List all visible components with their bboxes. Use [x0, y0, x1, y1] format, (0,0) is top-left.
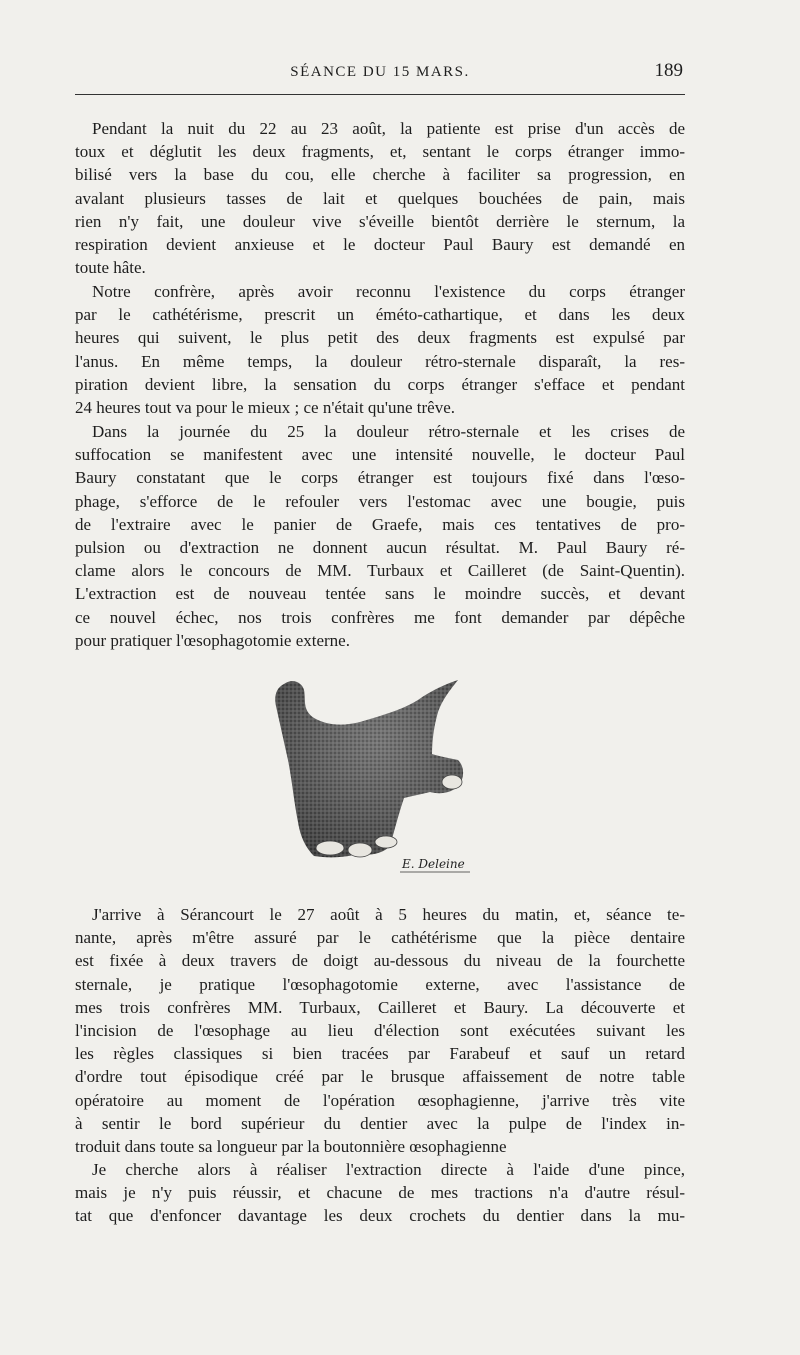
text-line: Baury constatant que le corps étranger est toujours fixé dans l'œso-	[75, 468, 685, 488]
text-line: ce nouvel échec, nos trois confrères me font demander par dépêche	[75, 607, 685, 627]
text-line: pour pratiquer l'œsophagotomie externe.	[75, 630, 350, 650]
text-line: l'incision de l'œsophage au lieu d'élection sont exécutées suivant les	[75, 1020, 685, 1040]
text-line: toux et déglutit les deux fragments, et, sentant le corps étranger immo-	[75, 142, 685, 162]
text-line: mais je n'y puis réussir, et chacune de mes tractions n'a d'autre résul-	[75, 1183, 685, 1203]
running-head: SÉANCE DU 15 MARS.	[290, 64, 470, 80]
text-line: 24 heures tout va pour le mieux ; ce n'était qu'une trêve.	[75, 397, 456, 417]
text-line: toute hâte.	[75, 258, 146, 278]
text-line: phage, s'efforce de le refouler vers l'estomac avec une bougie, puis	[75, 491, 685, 511]
text-line: sternale, je pratique l'œsophagotomie externe, avec l'assistance de	[75, 974, 685, 994]
denture-illustration	[262, 676, 492, 876]
text-line: clame alors le concours de MM. Turbaux et Cailleret (de Saint-Quentin).	[75, 561, 685, 581]
text-line: heures qui suivent, le plus petit des deux fragments est expulsé par	[75, 328, 685, 348]
text-line: bilisé vers la base du cou, elle cherche à faciliter sa progression, en	[75, 165, 685, 185]
text-line: pulsion ou d'extraction ne donnent aucun résultat. M. Paul Baury ré-	[75, 537, 685, 557]
text-line: Notre confrère, après avoir reconnu l'existence du corps étranger	[92, 282, 685, 301]
text-line: nante, après m'être assuré par le cathétérisme que la pièce dentaire	[75, 928, 685, 948]
text-line: L'extraction est de nouveau tentée sans le moindre succès, et devant	[75, 584, 685, 604]
text-line: opératoire au moment de l'opération œsophagienne, j'arrive très vite	[75, 1090, 685, 1110]
text-line: respiration devient anxieuse et le docteur Paul Baury est demandé en	[75, 234, 685, 254]
page-number: 189	[654, 60, 683, 81]
text-line: par le cathétérisme, prescrit un éméto-cathartique, et dans les deux	[75, 305, 685, 325]
text-line: Je cherche alors à réaliser l'extraction directe à l'aide d'une pince,	[92, 1160, 685, 1179]
artist-signature: E. Deleine	[402, 857, 465, 871]
text-line: de l'extraire avec le panier de Graefe, mais ces tentatives de pro-	[75, 514, 685, 534]
paragraph-1	[75, 117, 685, 279]
text-line: J'arrive à Sérancourt le 27 août à 5 heures du matin, et, séance te-	[92, 905, 685, 924]
text-line: tat que d'enfoncer davantage les deux crochets du dentier dans la mu-	[75, 1206, 685, 1226]
denture-drawing	[262, 676, 492, 876]
text-line: mes trois confrères MM. Turbaux, Cailleret et Baury. La découverte et	[75, 997, 685, 1017]
tooth-stub	[442, 775, 462, 789]
text-line: Pendant la nuit du 22 au 23 août, la patiente est prise d'un accès de	[92, 119, 685, 138]
paragraph-4	[75, 903, 685, 1158]
tooth-stub	[316, 841, 344, 855]
paragraph-5	[75, 1158, 685, 1228]
text-line: piration devient libre, la sensation du corps étranger s'efface et pendant	[75, 374, 685, 394]
paragraph-3	[75, 420, 685, 652]
text-line: est fixée à deux travers de doigt au-dessous du niveau de la fourchette	[75, 951, 685, 971]
text-line: troduit dans toute sa longueur par la boutonnière œsophagienne	[75, 1136, 507, 1156]
text-line: l'anus. En même temps, la douleur rétro-sternale disparaît, la res-	[75, 351, 685, 371]
text-line: Dans la journée du 25 la douleur rétro-sternale et les crises de	[92, 422, 685, 441]
tooth-stub	[348, 843, 372, 857]
text-line: rien n'y fait, une douleur vive s'éveille bientôt derrière le sternum, la	[75, 211, 685, 231]
page-header	[75, 60, 685, 95]
text-line: à sentir le bord supérieur du dentier avec la pulpe de l'index in-	[75, 1113, 685, 1133]
tooth-stub	[375, 836, 397, 848]
text-line: avalant plusieurs tasses de lait et quelques bouchées de pain, mais	[75, 188, 685, 208]
paragraph-2	[75, 280, 685, 419]
text-line: d'ordre tout épisodique créé par le brusque affaissement de notre table	[75, 1067, 685, 1087]
text-line: les règles classiques si bien tracées par Farabeuf et sauf un retard	[75, 1044, 685, 1064]
text-line: suffocation se manifestent avec une intensité nouvelle, le docteur Paul	[75, 445, 685, 465]
